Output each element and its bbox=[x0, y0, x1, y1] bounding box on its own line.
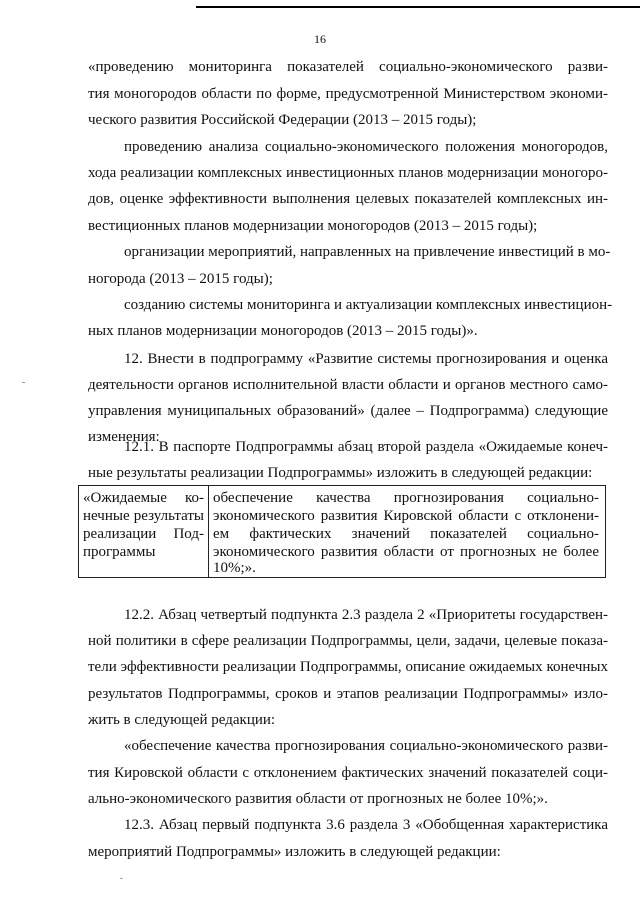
text-line: ной политики в сфере реализации Подпрограммы, цели, задачи, целевые показа- bbox=[88, 633, 608, 649]
text-line: хода реализации комплексных инвестиционных планов модернизации моногоро- bbox=[88, 165, 608, 181]
text-line: мероприятий Подпрограммы» изложить в следующей редакции: bbox=[88, 844, 501, 860]
text-line: «проведению мониторинга показателей социально-экономического разви- bbox=[88, 59, 608, 75]
text-line: дов, оценке эффективности выполнения целевых показателей комплексных ин- bbox=[88, 191, 608, 207]
text-line: ческого развития Российской Федерации (2013 – 2015 годы); bbox=[88, 112, 477, 128]
text-line: 12.1. В паспорте Подпрограммы абзац второй раздела «Ожидаемые конеч- bbox=[124, 439, 608, 455]
text-line: проведению анализа социально-экономического положения моногородов, bbox=[124, 139, 608, 155]
top-rule bbox=[196, 6, 640, 8]
table-cell-label-line: нечные результаты bbox=[83, 508, 204, 524]
text-line: тия моногородов области по форме, предусмотренной Министерством экономи- bbox=[88, 86, 608, 102]
text-line: результатов Подпрограммы, сроков и этапов реализации Подпрограммы» изло- bbox=[88, 686, 608, 702]
scan-speck bbox=[120, 878, 123, 879]
text-line: вестиционных планов модернизации моногородов (2013 – 2015 годы); bbox=[88, 218, 538, 234]
table-cell-value-line: экономического развития области от прогнозных не более bbox=[213, 544, 599, 560]
text-line: ально-экономического развития области от прогнозных не более 10%;». bbox=[88, 791, 548, 807]
table-column-divider bbox=[208, 486, 209, 577]
table-cell-label-line: реализации Под- bbox=[83, 526, 204, 542]
text-line: ногорода (2013 – 2015 годы); bbox=[88, 271, 273, 287]
text-line: 12.2. Абзац четвертый подпункта 2.3 раздела 2 «Приоритеты государствен- bbox=[124, 607, 608, 623]
table-cell-value-line: обеспечение качества прогнозирования социально- bbox=[213, 490, 599, 506]
text-line: тия Кировской области с отклонением фактических значений показателей соци- bbox=[88, 765, 608, 781]
page-number: 16 bbox=[314, 32, 326, 46]
table-cell-label-line: программы bbox=[83, 544, 156, 560]
text-line: созданию системы мониторинга и актуализации комплексных инвестицион- bbox=[124, 297, 613, 313]
text-line: «обеспечение качества прогнозирования социально-экономического разви- bbox=[124, 738, 608, 754]
table-cell-label-line: «Ожидаемые ко- bbox=[83, 490, 204, 506]
scan-speck bbox=[22, 382, 25, 383]
table-cell-value-line: 10%;». bbox=[213, 560, 256, 576]
text-line: тели эффективности реализации Подпрограммы, описание ожидаемых конечных bbox=[88, 659, 608, 675]
table-cell-value-line: ем фактических значений показателей социально- bbox=[213, 526, 599, 542]
text-line: изменения: bbox=[88, 429, 160, 445]
expected-results-table bbox=[78, 485, 606, 578]
text-line: ных планов модернизации моногородов (2013 – 2015 годы)». bbox=[88, 323, 478, 339]
text-line: ные результаты реализации Подпрограммы» изложить в следующей редакции: bbox=[88, 465, 593, 481]
text-line: 12.3. Абзац первый подпункта 3.6 раздела 3 «Обобщенная характеристика bbox=[124, 817, 608, 833]
text-line: организации мероприятий, направленных на привлечение инвестиций в мо- bbox=[124, 244, 611, 260]
table-cell-value-line: экономического развития Кировской области с отклонени- bbox=[213, 508, 599, 524]
text-line: управления муниципальных образований» (далее – Подпрограмма) следующие bbox=[88, 403, 608, 419]
text-line: деятельности органов исполнительной власти области и органов местного само- bbox=[88, 377, 608, 393]
text-line: жить в следующей редакции: bbox=[88, 712, 276, 728]
text-line: 12. Внести в подпрограмму «Развитие системы прогнозирования и оценка bbox=[124, 351, 608, 367]
